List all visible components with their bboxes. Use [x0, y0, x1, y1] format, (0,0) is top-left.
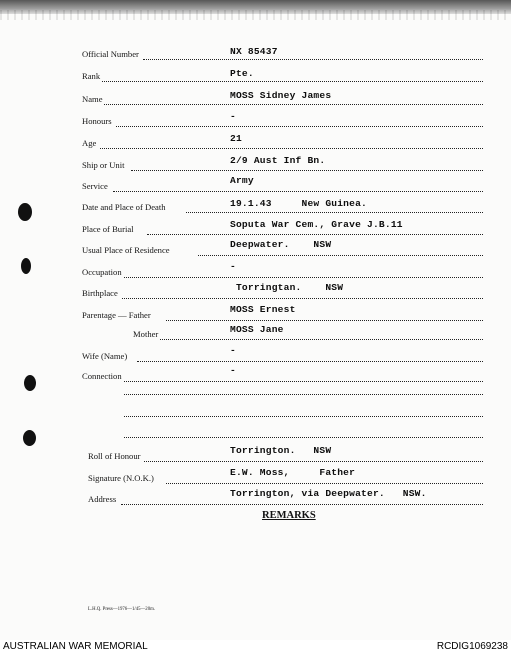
- field-label: Honours: [82, 116, 112, 126]
- field-value: Soputa War Cem., Grave J.B.11: [230, 219, 403, 230]
- dotted-rule: [122, 298, 483, 299]
- dotted-rule: [121, 504, 483, 505]
- dotted-rule: [131, 170, 483, 171]
- dotted-rule: [147, 234, 483, 235]
- field-value: Torrington. NSW: [230, 445, 332, 456]
- dotted-rule: [124, 437, 483, 438]
- field-value: MOSS Sidney James: [230, 90, 332, 101]
- dotted-rule: [198, 255, 483, 256]
- footer-institution: AUSTRALIAN WAR MEMORIAL: [3, 641, 148, 652]
- field-label: Birthplace: [82, 288, 118, 298]
- scan-edge-texture: [0, 10, 511, 20]
- dotted-rule: [137, 361, 483, 362]
- dotted-rule: [144, 461, 483, 462]
- field-value: Army: [230, 175, 254, 186]
- field-age: [0, 133, 511, 152]
- dotted-rule: [124, 394, 483, 395]
- printer-imprint: L.H.Q. Press—1976—1/45—20m.: [88, 607, 156, 612]
- field-service: [0, 175, 511, 195]
- dotted-rule: [104, 104, 483, 105]
- field-place-of-burial: [0, 219, 511, 238]
- dotted-rule: [124, 277, 483, 278]
- dotted-rule: [143, 59, 483, 60]
- field-value: Torrington, via Deepwater. NSW.: [230, 488, 427, 499]
- field-value: 21: [230, 133, 242, 144]
- field-birthplace: [0, 282, 511, 302]
- dotted-rule: [100, 148, 483, 149]
- remarks-heading: REMARKS: [262, 510, 316, 521]
- field-label: Wife (Name): [82, 351, 128, 361]
- field-label: Name: [82, 94, 103, 104]
- field-official-number: [0, 46, 511, 63]
- field-occupation: [0, 261, 511, 281]
- field-wife: [0, 345, 511, 365]
- field-value: MOSS Ernest: [230, 304, 296, 315]
- field-connection: [0, 365, 511, 385]
- field-value: E.W. Moss, Father: [230, 467, 356, 478]
- field-label: Address: [88, 494, 117, 504]
- field-address: [0, 488, 511, 508]
- field-value: MOSS Jane: [230, 324, 284, 335]
- field-label: Parentage — Father: [82, 310, 151, 320]
- dotted-rule: [124, 381, 483, 382]
- footer-record-id: RCDIG1069238: [436, 641, 508, 652]
- field-mother: [0, 324, 511, 343]
- dotted-rule: [102, 81, 483, 82]
- field-date-place-of-death: [0, 198, 511, 216]
- archive-footer: [0, 640, 511, 654]
- field-label: Rank: [82, 71, 101, 81]
- field-honours: [0, 111, 511, 130]
- field-value: Deepwater. NSW: [230, 239, 332, 250]
- field-value: Pte.: [230, 68, 254, 79]
- field-label: Mother: [133, 329, 159, 339]
- field-ship-or-unit: [0, 155, 511, 174]
- dotted-rule: [186, 212, 483, 213]
- field-label: Date and Place of Death: [82, 202, 166, 212]
- field-label: Ship or Unit: [82, 160, 125, 170]
- field-value: -: [230, 111, 236, 122]
- field-label: Signature (N.O.K.): [88, 473, 154, 483]
- punch-hole: [23, 430, 36, 446]
- dotted-rule: [166, 320, 483, 321]
- field-label: Connection: [82, 371, 122, 381]
- field-value: -: [230, 365, 236, 376]
- field-label: Usual Place of Residence: [82, 245, 170, 255]
- field-value: 2/9 Aust Inf Bn.: [230, 155, 326, 166]
- field-name: [0, 90, 511, 108]
- field-father: [0, 304, 511, 324]
- dotted-rule: [160, 339, 483, 340]
- field-rank: [0, 68, 511, 85]
- field-label: Official Number: [82, 49, 139, 59]
- field-label: Occupation: [82, 267, 122, 277]
- field-value: 19.1.43 New Guinea.: [230, 198, 368, 209]
- field-value: -: [230, 345, 236, 356]
- field-label: Place of Burial: [82, 224, 134, 234]
- dotted-rule: [116, 126, 483, 127]
- field-roll-of-honour: [0, 445, 511, 465]
- field-value: NX 85437: [230, 46, 278, 57]
- dotted-rule: [124, 416, 483, 417]
- field-signature-nok: [0, 467, 511, 487]
- field-label: Age: [82, 138, 97, 148]
- field-label: Roll of Honour: [88, 451, 141, 461]
- field-value: Torringtan. NSW: [230, 282, 344, 293]
- field-label: Service: [82, 181, 108, 191]
- dotted-rule: [113, 191, 483, 192]
- field-value: -: [230, 261, 236, 272]
- dotted-rule: [166, 483, 483, 484]
- field-usual-residence: [0, 239, 511, 259]
